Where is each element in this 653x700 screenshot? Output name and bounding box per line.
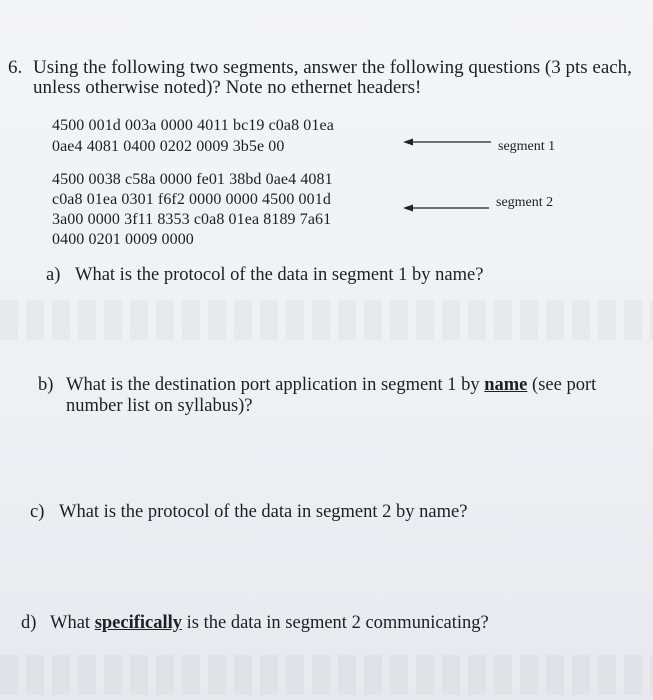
subquestion-c-letter: c): [30, 502, 45, 522]
segment-2-hex-line: 3a00 0000 3f11 8353 c0a8 01ea 8189 7a61: [52, 211, 332, 228]
subquestion-c-text: What is the protocol of the data in segment 2 by name?: [59, 502, 468, 522]
segment-2-hex-line: 4500 0038 c58a 0000 fe01 38bd 0ae4 4081: [52, 171, 333, 188]
bleed-through-texture: [0, 655, 653, 695]
subquestion-a-text: What is the protocol of the data in segment 1 by name?: [75, 265, 484, 285]
subquestion-b-text-pre: What is the destination port application in segment 1 by: [66, 375, 485, 395]
bleed-through-texture: [0, 300, 653, 340]
subquestion-d-letter: d): [21, 613, 37, 633]
segment-1-label: segment 1: [498, 139, 556, 154]
subquestion-d-text-post: is the data in segment 2 communicating?: [182, 613, 489, 633]
subquestion-d-emphasis: specifically: [94, 613, 183, 633]
subquestion-d-text-pre: What: [50, 613, 95, 633]
subquestion-a-letter: a): [46, 265, 61, 285]
subquestion-b-emphasis: name: [484, 375, 528, 395]
segment-1-arrow-icon: [403, 137, 491, 147]
segment-2-hex-line: 0400 0201 0009 0000: [52, 231, 194, 248]
subquestion-b-line-2: number list on syllabus)?: [66, 396, 253, 416]
question-line-1: Using the following two segments, answer the following questions (3 pts each,: [33, 57, 632, 78]
question-number: 6.: [8, 57, 23, 78]
subquestion-d-line: [50, 614, 489, 633]
subquestion-b-line-1: [66, 376, 596, 395]
segment-2-arrow-icon: [403, 203, 489, 213]
subquestion-b-letter: b): [38, 375, 54, 395]
segment-1-hex-line: 0ae4 4081 0400 0202 0009 3b5e 00: [52, 138, 285, 155]
question-line-2: unless otherwise noted)? Note no ethernet headers!: [33, 77, 422, 98]
subquestion-b-text-post: (see port: [527, 375, 597, 395]
segment-2-label: segment 2: [496, 195, 554, 210]
segment-2-hex-line: c0a8 01ea 0301 f6f2 0000 0000 4500 001d: [52, 191, 331, 208]
segment-1-hex-line: 4500 001d 003a 0000 4011 bc19 c0a8 01ea: [52, 117, 334, 134]
